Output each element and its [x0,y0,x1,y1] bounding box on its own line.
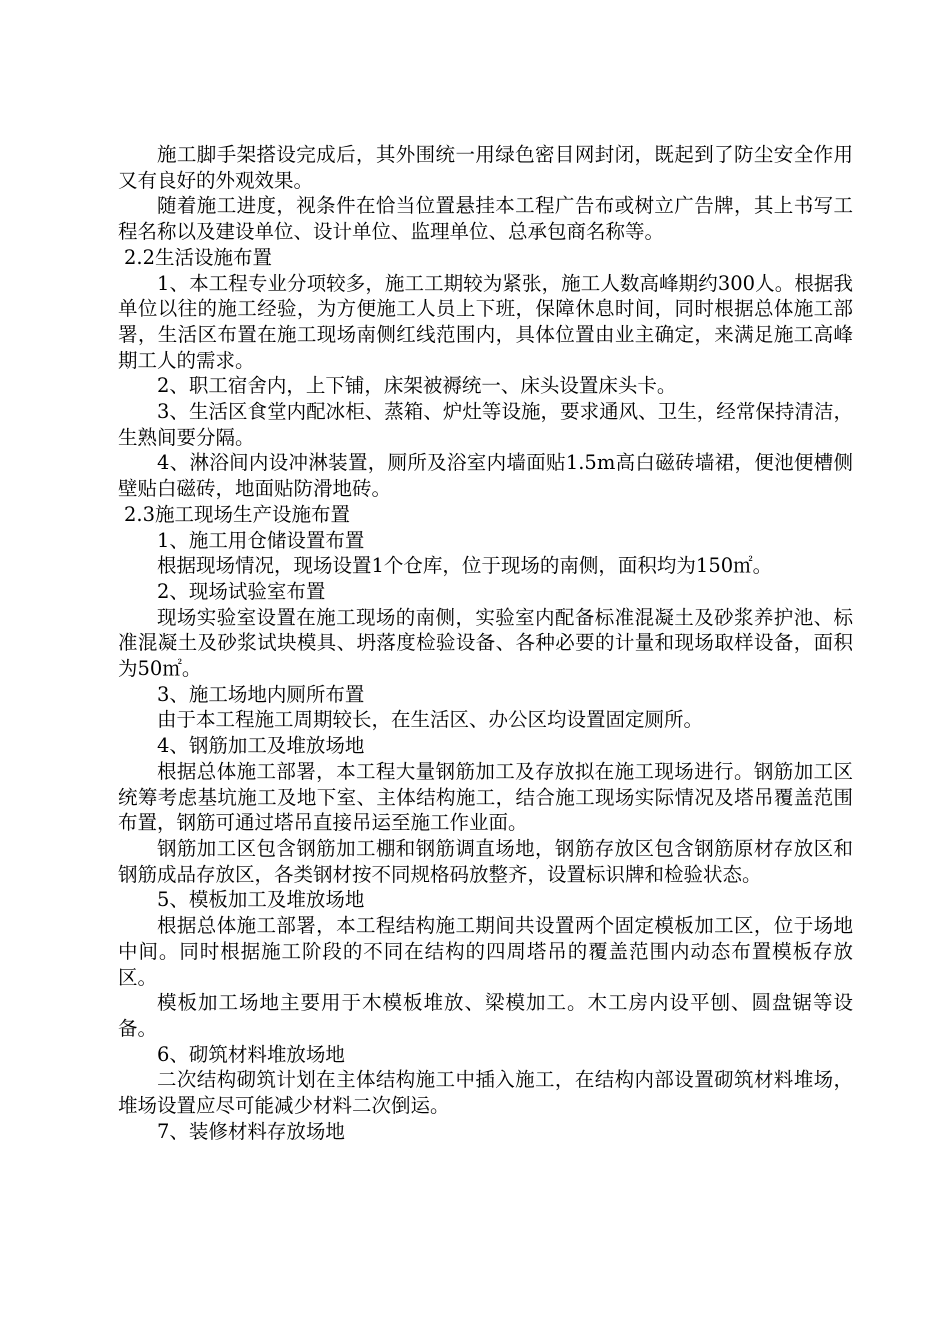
subheading-finishing-materials: 7、装修材料存放场地 [157,1119,345,1143]
paragraph-laboratory: 现场实验室设置在施工现场的南侧，实验室内配备标准混凝土及砂浆养护池、标准混凝土及砂浆试块模具、坍落度检验设备、各种必要的计量和现场取样设备，面积为50㎡。 [118,605,853,681]
paragraph-dormitory: 2、职工宿舍内，上下铺，床架被褥统一、床头设置床头卡。 [157,374,677,398]
paragraph-scaffold-enclosure: 施工脚手架搭设完成后，其外围统一用绿色密目网封闭，既起到了防尘安全作用又有良好的外观效果。 [118,143,853,192]
subheading-site-toilet: 3、施工场地内厕所布置 [157,682,365,706]
subheading-masonry-yard: 6、砌筑材料堆放场地 [157,1042,345,1066]
paragraph-warehouse: 根据现场情况，现场设置1个仓库，位于现场的南侧，面积均为150㎡。 [157,554,773,578]
paragraph-canteen: 3、生活区食堂内配冰柜、蒸箱、炉灶等设施，要求通风、卫生，经常保持清洁，生熟间要分隔。 [118,400,853,449]
subheading-formwork-yard: 5、模板加工及堆放场地 [157,888,365,912]
paragraph-shower-toilet: 4、淋浴间内设冲淋装置，厕所及浴室内墙面贴1.5m高白磁砖墙裙，便池便槽侧壁贴白磁砖，地面贴防滑地砖。 [118,451,853,501]
section-heading-living-facilities: 2.2生活设施布置 [124,245,273,269]
paragraph-formwork-workshop: 模板加工场地主要用于木模板堆放、梁模加工。木工房内设平刨、圆盘锯等设备。 [118,991,853,1040]
section-heading-production-facilities: 2.3施工现场生产设施布置 [124,502,351,526]
paragraph-rebar-processing: 根据总体施工部署，本工程大量钢筋加工及存放拟在施工现场进行。钢筋加工区统筹考虑基坑施工及地下室、主体结构施工，结合施工现场实际情况及塔吊覆盖范围布置，钢筋可通过塔吊直接吊运至施工作业面。 [118,759,853,835]
subheading-warehouse: 1、施工用仓储设置布置 [157,528,365,552]
paragraph-masonry-yard: 二次结构砌筑计划在主体结构施工中插入施工，在结构内部设置砌筑材料堆场，堆场设置应尽可能减少材料二次倒运。 [118,1068,853,1118]
paragraph-rebar-storage: 钢筋加工区包含钢筋加工棚和钢筋调直场地，钢筋存放区包含钢筋原材存放区和钢筋成品存放区，各类钢材按不同规格码放整齐，设置标识牌和检验状态。 [118,836,853,886]
subheading-rebar-yard: 4、钢筋加工及堆放场地 [157,734,365,758]
paragraph-living-area-layout: 1、本工程专业分项较多，施工工期较为紧张，施工人数高峰期约300人。根据我单位以往的施工经验，为方便施工人员上下班，保障休息时间，同时根据总体施工部署，生活区布置在施工现场南侧红线范围内，具体位置由业主确定，来满足施工高峰期工人的需求。 [118,271,853,372]
subheading-laboratory: 2、现场试验室布置 [157,579,326,603]
paragraph-advertising-board: 随着施工进度，视条件在恰当位置悬挂本工程广告布或树立广告牌，其上书写工程名称以及建设单位、设计单位、监理单位、总承包商名称等。 [118,194,853,244]
document-body [118,142,853,1144]
paragraph-formwork-area: 根据总体施工部署，本工程结构施工期间共设置两个固定模板加工区，位于场地中间。同时根据施工阶段的不同在结构的四周塔吊的覆盖范围内动态布置模板存放区。 [118,914,853,989]
paragraph-site-toilet: 由于本工程施工周期较长，在生活区、办公区均设置固定厕所。 [157,708,704,732]
